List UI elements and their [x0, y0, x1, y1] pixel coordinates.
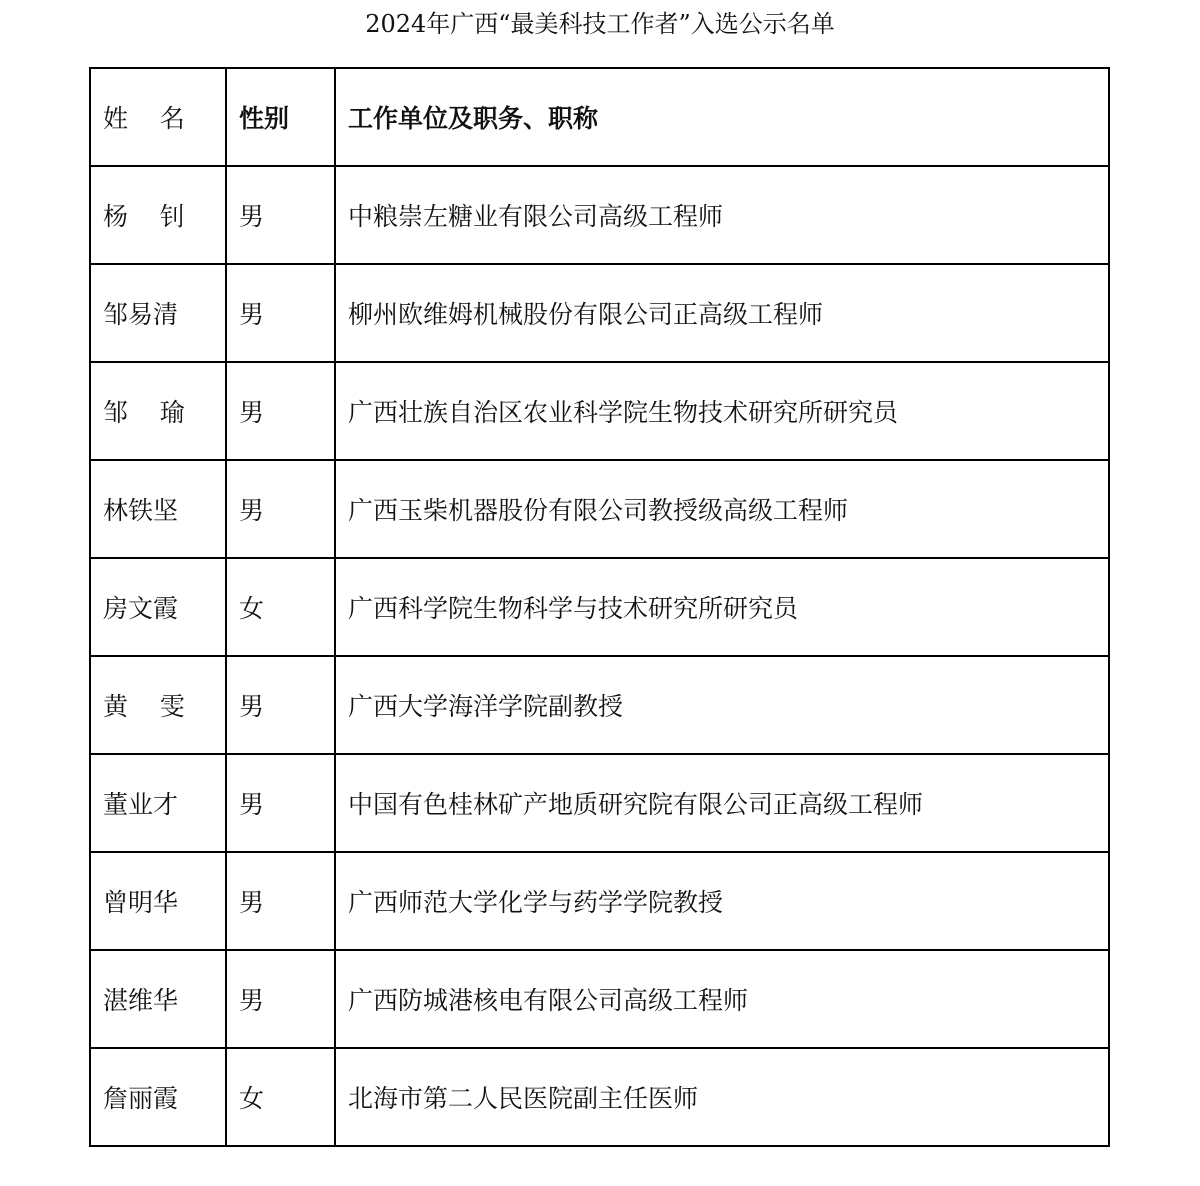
cell-unit: 广西玉柴机器股份有限公司教授级高级工程师: [335, 460, 1109, 558]
cell-unit: 北海市第二人民医院副主任医师: [335, 1048, 1109, 1146]
table-row: [90, 656, 1109, 754]
cell-unit: 广西大学海洋学院副教授: [335, 656, 1109, 754]
table-row: [90, 754, 1109, 852]
cell-unit: 柳州欧维姆机械股份有限公司正高级工程师: [335, 264, 1109, 362]
header-name: 姓 名: [90, 68, 226, 166]
table-row: [90, 950, 1109, 1048]
cell-name: 詹丽霞: [90, 1048, 226, 1146]
cell-name: 杨 钊: [90, 166, 226, 264]
cell-name: 房文霞: [90, 558, 226, 656]
cell-name: 董业才: [90, 754, 226, 852]
header-unit: 工作单位及职务、职称: [335, 68, 1109, 166]
cell-gender: 男: [226, 852, 335, 950]
table-row: [90, 558, 1109, 656]
cell-gender: 男: [226, 754, 335, 852]
cell-name: 邹 瑜: [90, 362, 226, 460]
document-title: 2024年广西“最美科技工作者”入选公示名单: [365, 10, 835, 38]
cell-name: 湛维华: [90, 950, 226, 1048]
cell-name: 林铁坚: [90, 460, 226, 558]
cell-unit: 中粮崇左糖业有限公司高级工程师: [335, 166, 1109, 264]
table-row: [90, 852, 1109, 950]
cell-unit: 广西壮族自治区农业科学院生物技术研究所研究员: [335, 362, 1109, 460]
cell-gender: 男: [226, 460, 335, 558]
table-row: [90, 362, 1109, 460]
cell-name: 黄 雯: [90, 656, 226, 754]
table-row: [90, 166, 1109, 264]
table-row: [90, 1048, 1109, 1146]
cell-gender: 男: [226, 950, 335, 1048]
header-gender: 性别: [226, 68, 335, 166]
nominee-table: [89, 67, 1110, 1147]
cell-gender: 男: [226, 656, 335, 754]
cell-name: 邹易清: [90, 264, 226, 362]
cell-gender: 女: [226, 558, 335, 656]
table-row: [90, 460, 1109, 558]
cell-gender: 男: [226, 362, 335, 460]
cell-unit: 广西师范大学化学与药学学院教授: [335, 852, 1109, 950]
cell-unit: 广西科学院生物科学与技术研究所研究员: [335, 558, 1109, 656]
cell-gender: 男: [226, 264, 335, 362]
table-header-row: [90, 68, 1109, 166]
cell-unit: 中国有色桂林矿产地质研究院有限公司正高级工程师: [335, 754, 1109, 852]
cell-name: 曾明华: [90, 852, 226, 950]
cell-unit: 广西防城港核电有限公司高级工程师: [335, 950, 1109, 1048]
cell-gender: 女: [226, 1048, 335, 1146]
cell-gender: 男: [226, 166, 335, 264]
table-row: [90, 264, 1109, 362]
